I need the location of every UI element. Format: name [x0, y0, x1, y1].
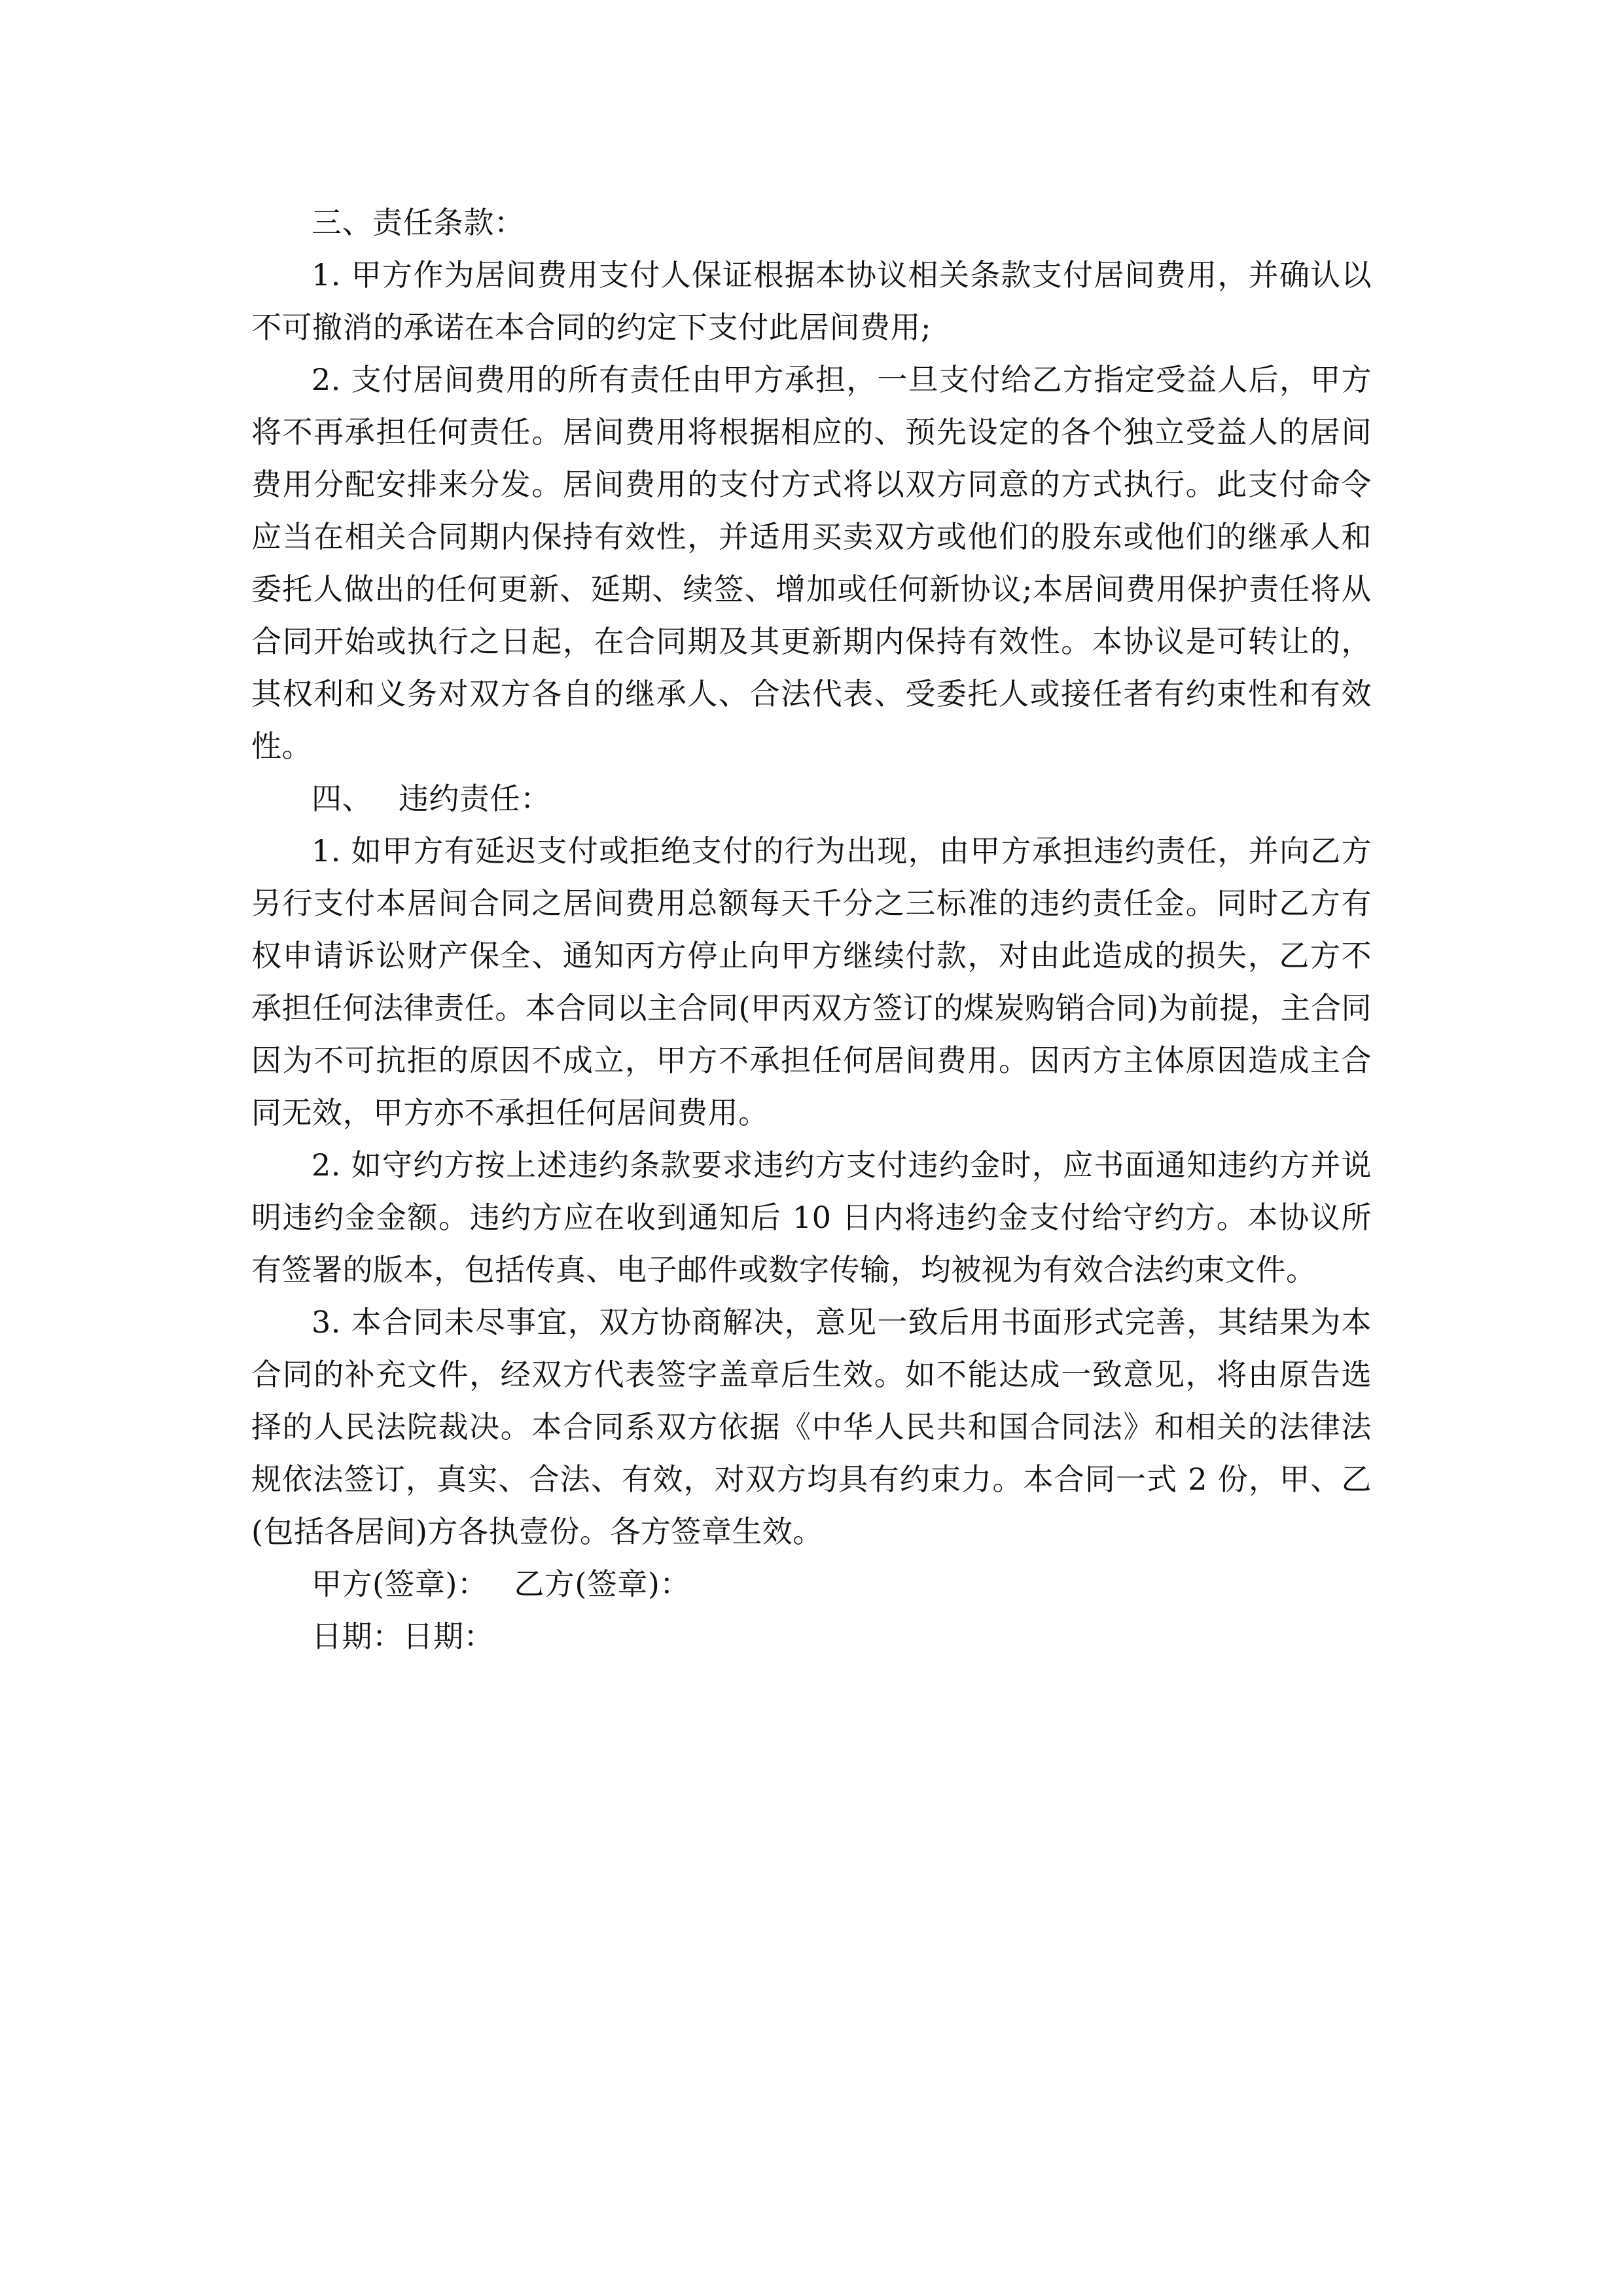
document-body	[251, 196, 1372, 1662]
section3-heading: 三、责任条款：	[312, 205, 525, 240]
section3-item-2: 2. 支付居间费用的所有责任由甲方承担，一旦支付给乙方指定受益人后，甲方将不再承担任何责任。居间费用将根据相应的、预先设定的各个独立受益人的居间费用分配安排来分发。居间费用的支付方式将以双方同意的方式执行。此支付命令应当在相关合同期内保持有效性，并适用买卖双方或他们的股东或他们的继承人和委托人做出的任何更新、延期、续签、增加或任何新协议;本居间费用保护责任将从合同开始或执行之日起，在合同期及其更新期内保持有效性。本协议是可转让的，其权利和义务对双方各自的继承人、合法代表、受委托人或接任者有约束性和有效性。	[251, 362, 1372, 764]
section4-heading-title: 违约责任：	[399, 781, 551, 816]
party-a-date-label: 日期：	[312, 1619, 403, 1654]
section4-item-3: 3. 本合同未尽事宜，双方协商解决，意见一致后用书面形式完善，其结果为本合同的补充文件，经双方代表签字盖章后生效。如不能达成一致意见，将由原告选择的人民法院裁决。本合同系双方依据《中华人民共和国合同法》和相关的法律法规依法签订，真实、合法、有效，对双方均具有约束力。本合同一式 2 份，甲、乙(包括各居间)方各执壹份。各方签章生效。	[251, 1304, 1372, 1549]
party-b-date-label: 日期：	[402, 1619, 494, 1654]
section4-item-2: 2. 如守约方按上述违约条款要求违约方支付违约金时，应书面通知违约方并说明违约金金额。违约方应在收到通知后 10 日内将违约金支付给守约方。本协议所有签署的版本，包括传真、电子邮件或数字传输，均被视为有效合法约束文件。	[251, 1147, 1372, 1287]
section4-heading-number: 四、	[312, 781, 372, 816]
section3-item-1: 1. 甲方作为居间费用支付人保证根据本协议相关条款支付居间费用，并确认以不可撤消的承诺在本合同的约定下支付此居间费用;	[251, 257, 1372, 345]
party-b-signature-label: 乙方(签章)：	[514, 1566, 690, 1602]
section4-item-1: 1. 如甲方有延迟支付或拒绝支付的行为出现，由甲方承担违约责任，并向乙方另行支付本居间合同之居间费用总额每天千分之三标准的违约责任金。同时乙方有权申请诉讼财产保全、通知丙方停止向甲方继续付款，对由此造成的损失，乙方不承担任何法律责任。本合同以主合同(甲丙双方签订的煤炭购销合同)为前提，主合同因为不可抗拒的原因不成立，甲方不承担任何居间费用。因丙方主体原因造成主合同无效，甲方亦不承担任何居间费用。	[251, 833, 1372, 1130]
party-a-signature-label: 甲方(签章)：	[312, 1566, 488, 1602]
signature-line	[251, 1558, 1372, 1610]
date-line	[251, 1610, 1372, 1662]
section4-heading	[251, 772, 1372, 825]
